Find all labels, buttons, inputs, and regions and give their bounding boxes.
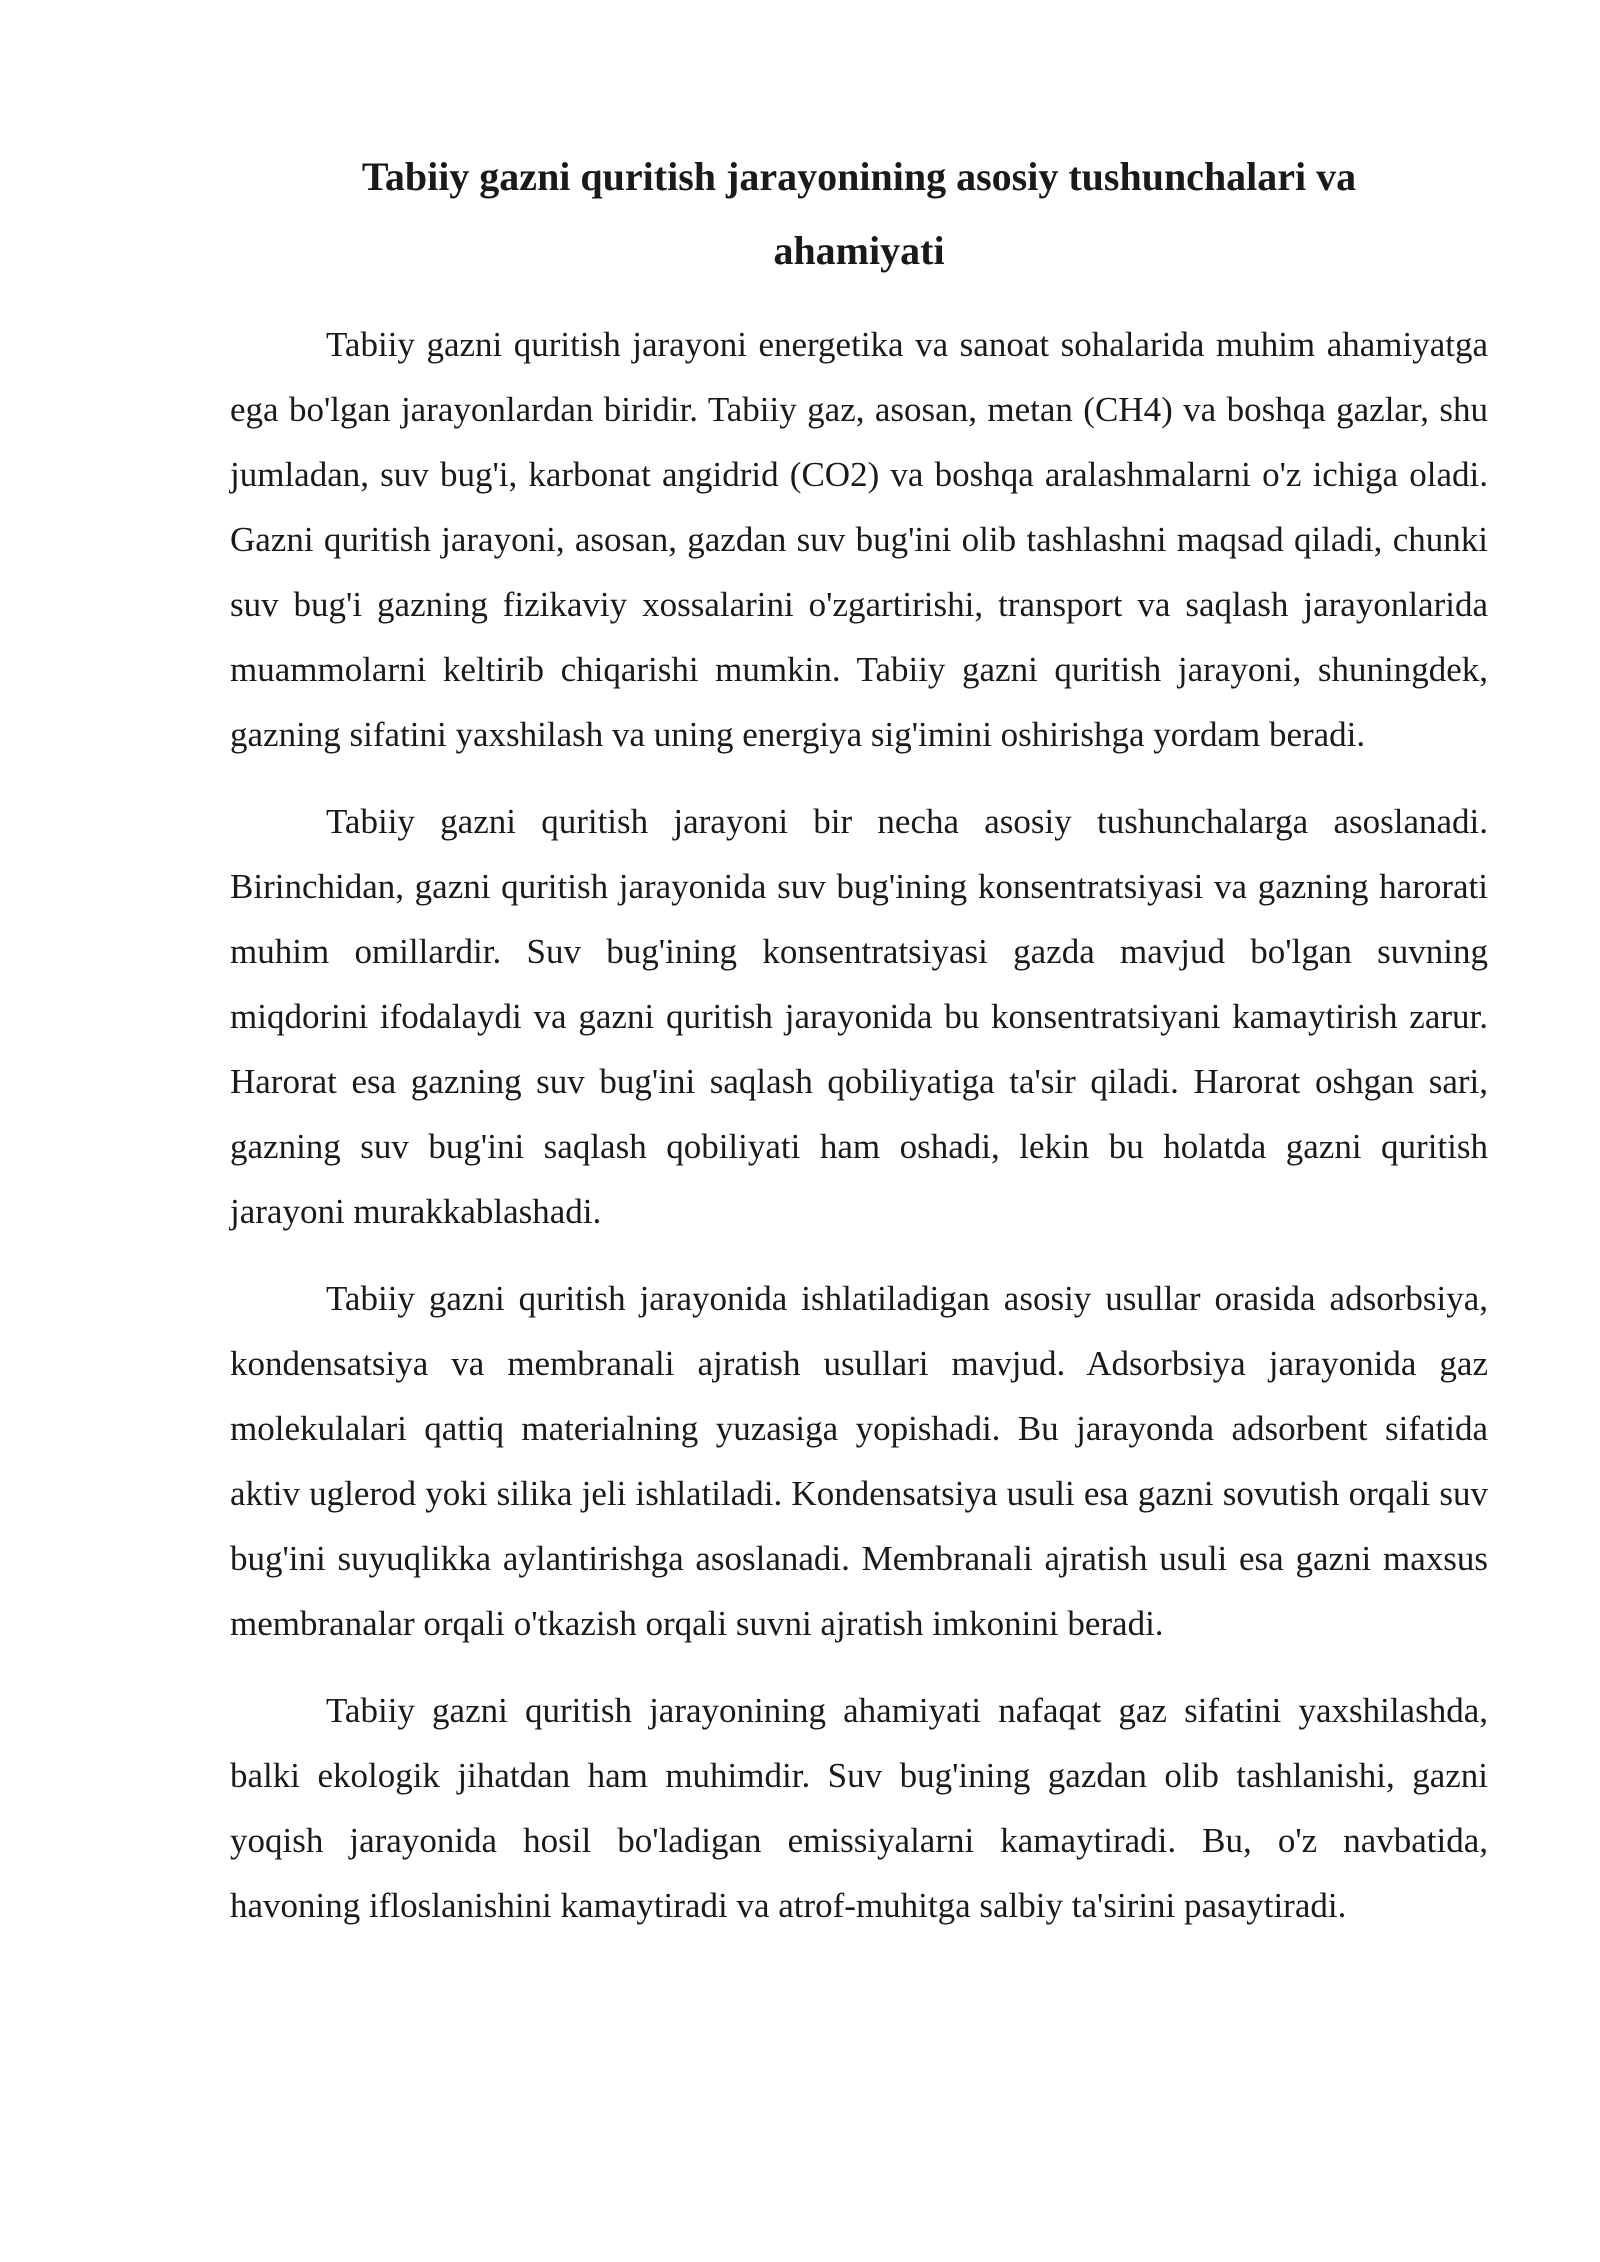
- paragraph-3: Tabiiy gazni quritish jarayonida ishlatiladigan asosiy usullar orasida adsorbsiya, kondensatsiya va membranali ajratish usullari mavjud. Adsorbsiya jarayonida gaz molekulalari qattiq materialning yuzasiga yopishadi. Bu jarayonda adsorbent sifatida aktiv uglerod yoki silika jeli ishlatiladi. Kondensatsiya usuli esa gazni sovutish orqali suv bug'ini suyuqlikka aylantirishga asoslanadi. Membranali ajratish usuli esa gazni maxsus membranalar orqali o'tkazish orqali suvni ajratish imkonini beradi.: [230, 1279, 1488, 1643]
- paragraph-2: Tabiiy gazni quritish jarayoni bir necha asosiy tushunchalarga asoslanadi. Birinchidan, gazni quritish jarayonida suv bug'ining konsentratsiyasi va gazning harorati muhim omillardir. Suv bug'ining konsentratsiyasi gazda mavjud bo'lgan suvning miqdorini ifodalaydi va gazni quritish jarayonida bu konsentratsiyani kamaytirish zarur. Harorat esa gazning suv bug'ini saqlash qobiliyatiga ta'sir qiladi. Harorat oshgan sari, gazning suv bug'ini saqlash qobiliyati ham oshadi, lekin bu holatda gazni quritish jarayoni murakkablashadi.: [230, 802, 1488, 1231]
- paragraph-4: Tabiiy gazni quritish jarayonining ahamiyati nafaqat gaz sifatini yaxshilashda, balki ekologik jihatdan ham muhimdir. Suv bug'ining gazdan olib tashlanishi, gazni yoqish jarayonida hosil bo'ladigan emissiyalarni kamaytiradi. Bu, o'z navbatida, havoning ifloslanishini kamaytiradi va atrof-muhitga salbiy ta'sirini pasaytiradi.: [230, 1691, 1488, 1925]
- document-body: [230, 140, 1488, 1960]
- paragraph-1: Tabiiy gazni quritish jarayoni energetika va sanoat sohalarida muhim ahamiyatga ega bo'lgan jarayonlardan biridir. Tabiiy gaz, asosan, metan (CH4) va boshqa gazlar, shu jumladan, suv bug'i, karbonat angidrid (CO2) va boshqa aralashmalarni o'z ichiga oladi. Gazni quritish jarayoni, asosan, gazdan suv bug'ini olib tashlashni maqsad qiladi, chunki suv bug'i gazning fizikaviy xossalarini o'zgartirishi, transport va saqlash jarayonlarida muammolarni keltirib chiqarishi mumkin. Tabiiy gazni quritish jarayoni, shuningdek, gazning sifatini yaxshilash va uning energiya sig'imini oshirishga yordam beradi.: [230, 325, 1488, 754]
- document-title: Tabiiy gazni quritish jarayonining asosiy tushunchalari va ahamiyati: [361, 154, 1357, 273]
